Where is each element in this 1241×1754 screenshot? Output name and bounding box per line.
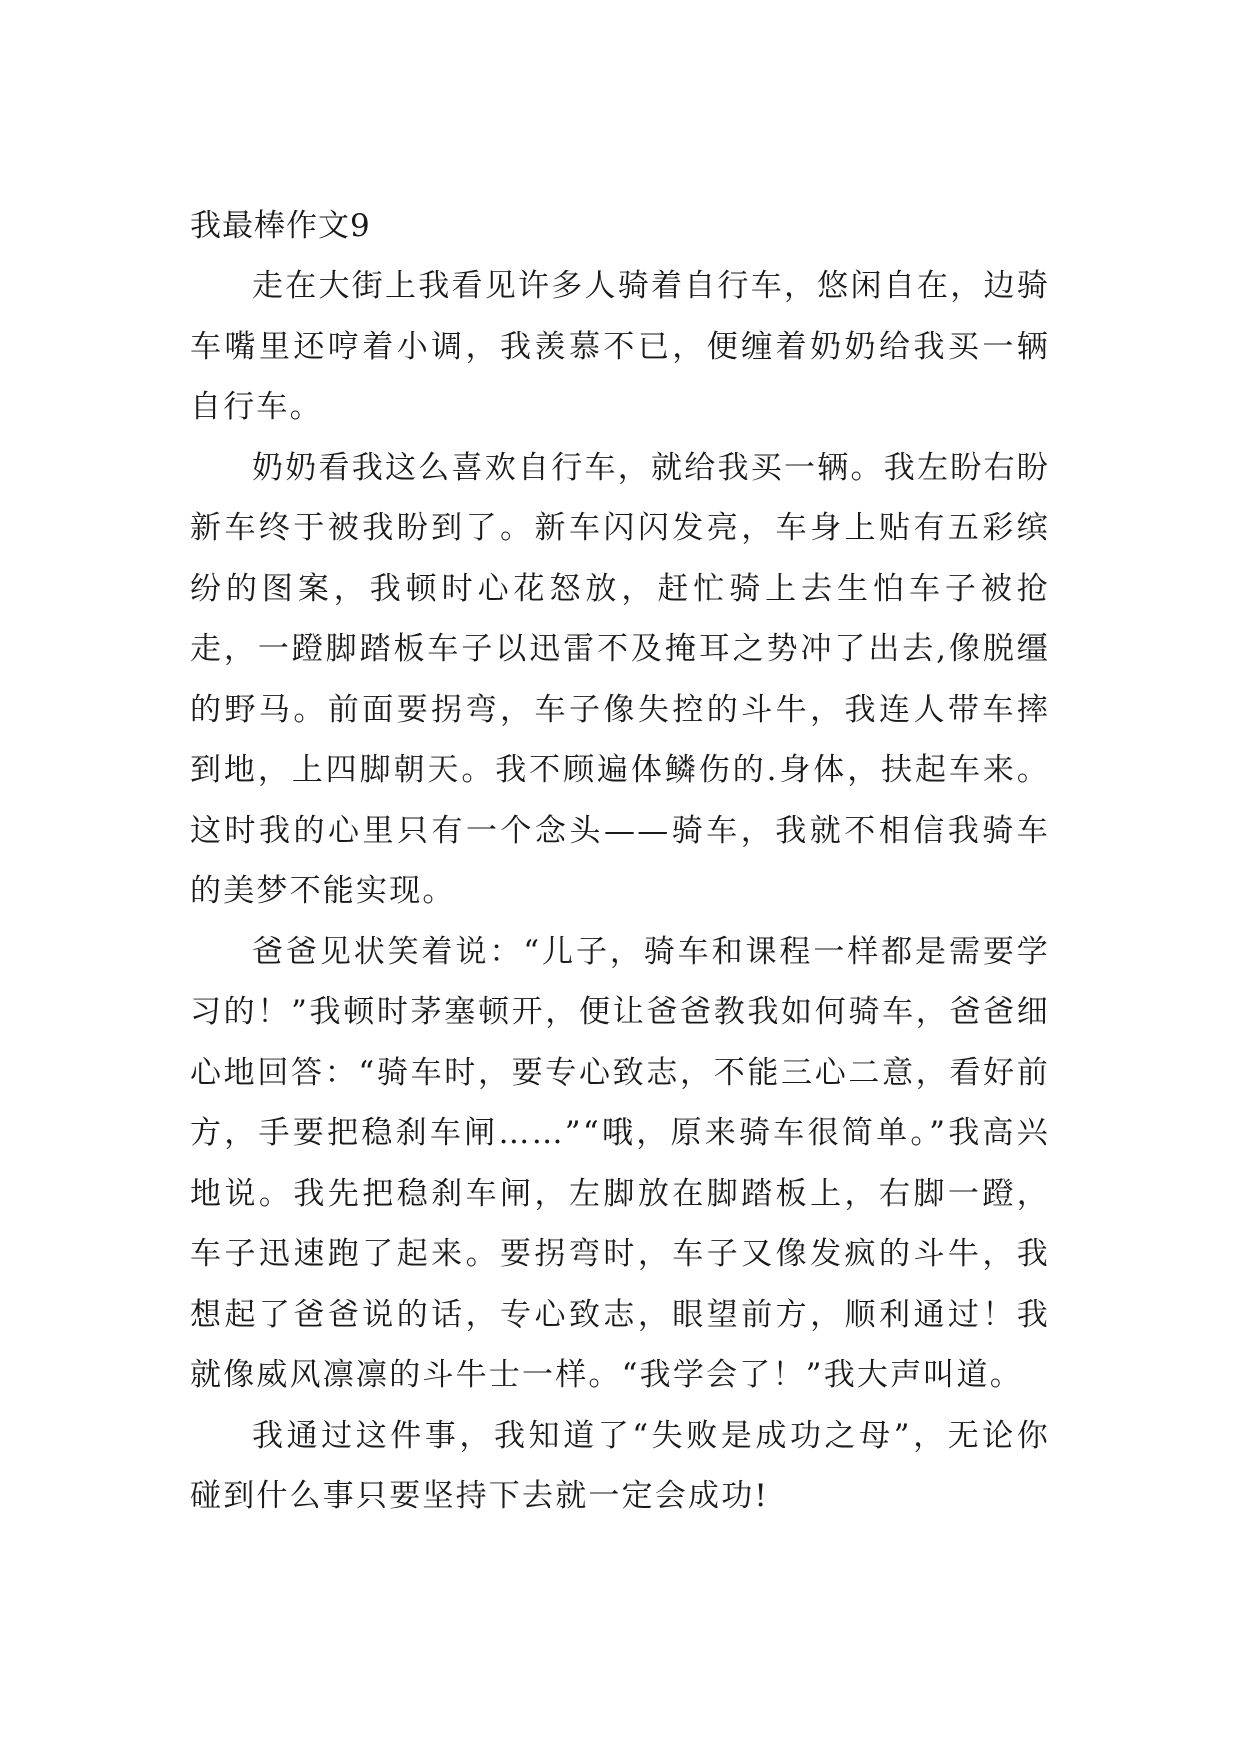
document-body [190, 196, 1050, 1527]
paragraph-2: 奶奶看我这么喜欢自行车，就给我买一辆。我左盼右盼新车终于被我盼到了。新车闪闪发亮，车身上贴有五彩缤纷的图案，我顿时心花怒放，赶忙骑上去生怕车子被抢走，一蹬脚踏板车子以迅雷不及掩耳之势冲了出去,像脱缰的野马。前面要拐弯，车子像失控的斗牛，我连人带车摔到地，上四脚朝天。我不顾遍体鳞伤的.身体，扶起车来。这时我的心里只有一个念头——骑车，我就不相信我骑车的美梦不能实现。 [190, 449, 1050, 909]
paragraph-1: 走在大街上我看见许多人骑着自行车，悠闲自在，边骑车嘴里还哼着小调，我羡慕不已，便缠着奶奶给我买一辆自行车。 [190, 268, 1050, 425]
document-title: 我最棒作文9 [190, 208, 371, 244]
paragraph-3: 爸爸见状笑着说：“儿子，骑车和课程一样都是需要学习的！”我顿时茅塞顿开，便让爸爸教我如何骑车，爸爸细心地回答：“骑车时，要专心致志，不能三心二意，看好前方，手要把稳刹车闸……”“哦，原来骑车很简单。”我高兴地说。我先把稳刹车闸，左脚放在脚踏板上，右脚一蹬，车子迅速跑了起来。要拐弯时，车子又像发疯的斗牛，我想起了爸爸说的话，专心致志，眼望前方，顺利通过！我就像威风凛凛的斗牛士一样。“我学会了！”我大声叫道。 [190, 933, 1050, 1393]
paragraph-4: 我通过这件事，我知道了“失败是成功之母”，无论你碰到什么事只要坚持下去就一定会成功! [190, 1417, 1050, 1514]
